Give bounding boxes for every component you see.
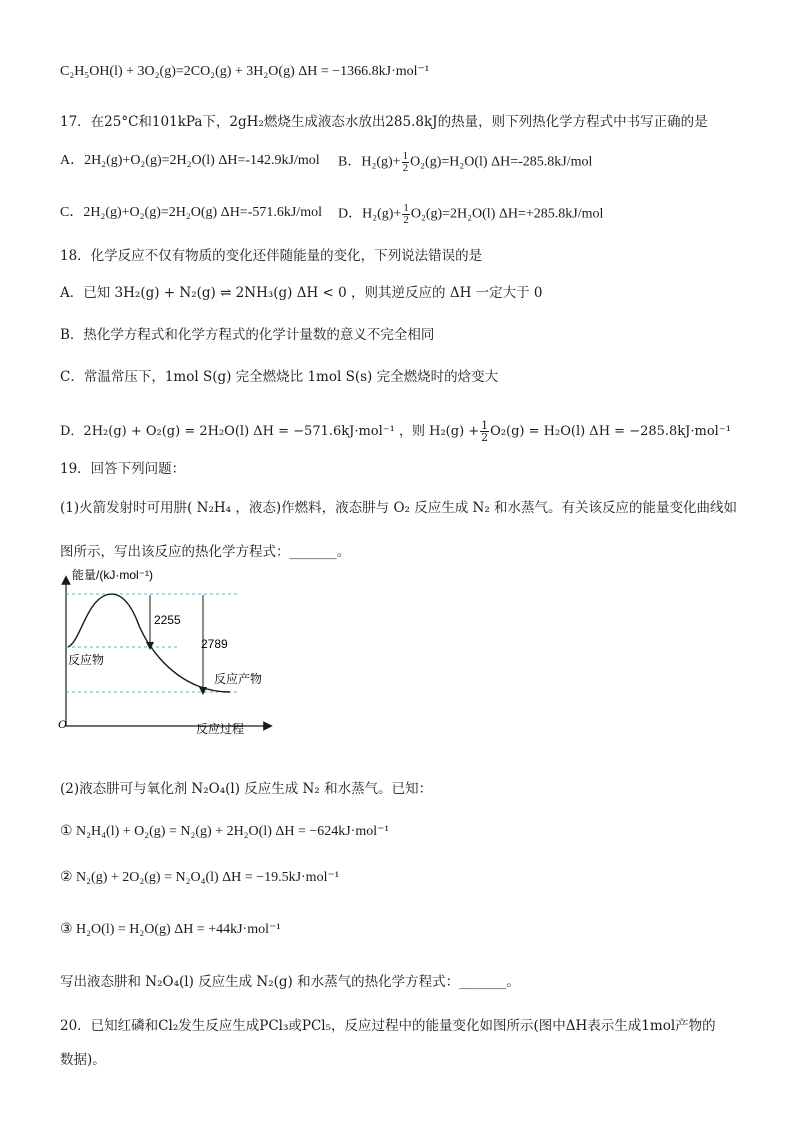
y-axis-label: 能量/(kJ·mol⁻¹) (72, 568, 153, 582)
q19-part1-line2: 图所示，写出该反应的热化学方程式：_______。 (60, 544, 351, 560)
q17-option-c: C．2H₂(g)+O₂(g)=2H₂O(g) ΔH=-571.6kJ/mol (60, 205, 322, 220)
q18d-text-pre: D．2H₂(g) + O₂(g) = 2H₂O(l) ΔH = −571.6kJ·mol⁻¹ ，则 H₂(g) + (60, 424, 480, 439)
question-18-stem: 18．化学反应不仅有物质的变化还伴随能量的变化，下列说法错误的是 (60, 248, 483, 264)
q18-option-c: C．常温常压下，1mol S(g) 完全燃烧比 1mol S(s) 完全燃烧时的焓变大 (60, 369, 499, 385)
q18-option-d (60, 420, 731, 443)
q17-option-b (338, 151, 592, 174)
given-equation-2: ② N₂(g) + 2O₂(g) = N₂O₄(l) ΔH = −19.5kJ·mol⁻¹ (60, 870, 340, 885)
question-19-stem: 19．回答下列问题： (60, 461, 186, 477)
label-2789: 2789 (201, 637, 228, 651)
q18d-text-post: O₂(g) = H₂O(l) ΔH = −285.8kJ·mol⁻¹ (490, 424, 731, 439)
q18-option-b: B．热化学方程式和化学方程式的化学计量数的意义不完全相同 (60, 327, 435, 343)
energy-diagram (58, 566, 308, 738)
question-20-line2: 数据)。 (60, 1052, 106, 1068)
q17-option-a: A．2H₂(g)+O₂(g)=2H₂O(l) ΔH=-142.9kJ/mol (60, 153, 320, 168)
given-equation-3: ③ H₂O(l) = H₂O(g) ΔH = +44kJ·mol⁻¹ (60, 922, 281, 937)
fraction-one-half: $\frac{1}{2}$ (403, 202, 409, 226)
fraction-one-half: $\frac{1}{2}$ (402, 150, 409, 174)
q19-part2-line1: (2)液态肼可与氧化剂 N₂O₄(l) 反应生成 N₂ 和水蒸气。已知： (60, 781, 433, 797)
given-equation-1: ① N₂H₄(l) + O₂(g) = N₂(g) + 2H₂O(l) ΔH = −624kJ·mol⁻¹ (60, 824, 389, 839)
equation-ethanol-combustion: C₂H₅OH(l) + 3O₂(g)=2CO₂(g) + 3H₂O(g) ΔH = −1366.8kJ·mol⁻¹ (60, 64, 430, 79)
question-20-stem: 20．已知红磷和Cl₂发生反应生成PCl₃或PCl₅，反应过程中的能量变化如图所示(图中ΔH表示生成1mol产物的 (60, 1018, 716, 1034)
q17b-text-post: O₂(g)=H₂O(l) ΔH=-285.8kJ/mol (410, 154, 593, 170)
q17d-text-post: O₂(g)=2H₂O(l) ΔH=+285.8kJ/mol (410, 206, 604, 222)
q19-part2-question: 写出液态肼和 N₂O₄(l) 反应生成 N₂(g) 和水蒸气的热化学方程式：_______。 (60, 974, 520, 990)
origin-label: O (58, 717, 67, 731)
q17-option-d (338, 203, 603, 226)
q17d-text-pre: D．H₂(g)+ (338, 206, 402, 222)
q19-part1-line1: (1)火箭发射时可用肼( N₂H₄ ，液态)作燃料，液态肼与 O₂ 反应生成 N₂ 和水蒸气。有关该反应的能量变化曲线如 (60, 500, 738, 516)
q18-option-a: A．已知 3H₂(g) + N₂(g) ⇌ 2NH₃(g) ΔH < 0 ，则其逆反应的 ΔH 一定大于 0 (60, 285, 543, 301)
x-axis-label: 反应过程 (196, 722, 245, 736)
label-2255: 2255 (154, 613, 181, 627)
fraction-one-half: $\frac{1}{2}$ (481, 419, 489, 444)
product-label: 反应产物 (214, 672, 263, 686)
question-17-stem: 17．在25°C和101kPa下，2gH₂燃烧生成液态水放出285.8kJ的热量，则下列热化学方程式中书写正确的是 (60, 114, 708, 130)
reactant-label: 反应物 (68, 653, 105, 667)
q17b-text-pre: B．H₂(g)+ (338, 154, 401, 170)
